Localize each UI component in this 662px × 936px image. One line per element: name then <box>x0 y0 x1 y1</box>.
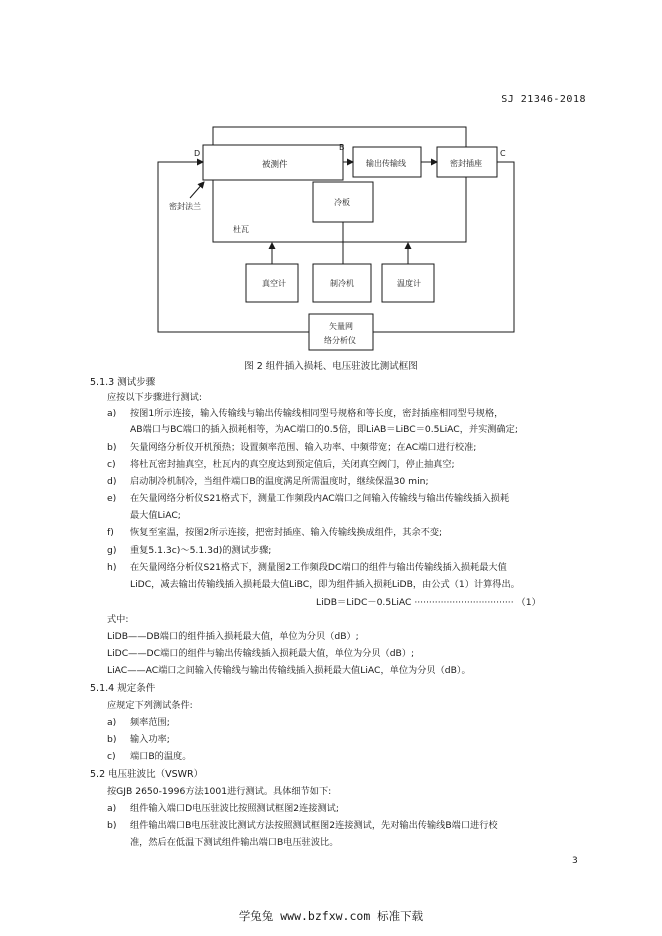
section-5-1-4-heading: 5.1.4 规定条件 <box>90 683 156 694</box>
where-item-3: LiAC——AC端口之间输入传输线与输出传输线插入损耗最大值LiAC，单位为分贝（dB）。 <box>107 665 471 676</box>
step-a-line1: 按图1所示连接，输入传输线与输出传输线相同型号规格和等长度，密封插座相同型号规格， <box>130 408 504 419</box>
dut-label: 被测件 <box>262 160 288 170</box>
where-item-1: LiDB——DB端口的组件插入损耗最大值，单位为分贝（dB）; <box>107 631 359 642</box>
step-d: 启动制冷机制冷，当组件端口B的温度满足所需温度时，继续保温30 min; <box>130 476 429 487</box>
item-label: c) <box>107 459 116 470</box>
item-label: a) <box>107 717 117 728</box>
item-label: g) <box>107 545 117 556</box>
thermometer-label: 温度计 <box>397 279 421 288</box>
figure-caption: 图 2 组件插入损耗、电压驻波比测试框图 <box>244 361 418 372</box>
step-e-line2: 最大值LiAC; <box>130 510 181 521</box>
vswr-b-line2: 准，然后在低温下测试组件输出端口B电压驻波比。 <box>130 837 339 848</box>
condition-a: 频率范围; <box>130 717 170 728</box>
step-e-line1: 在矢量网络分析仪S21格式下，测量工作频段内AC端口之间输入传输线与输出传输线插入损耗 <box>130 493 510 504</box>
where-item-2: LiDC——DC端口的组件与输出传输线插入损耗最大值，单位为分贝（dB）; <box>107 648 415 659</box>
refrigerator-label: 制冷机 <box>330 279 354 288</box>
seal-socket-label: 密封插座 <box>450 159 482 168</box>
formula-1: LiDB＝LiDC－0.5LiAC ·································· （1） <box>316 597 541 608</box>
item-label: d) <box>107 476 117 487</box>
page-number: 3 <box>572 856 578 866</box>
item-label: b) <box>107 820 117 831</box>
section-5-1-3-heading: 5.1.3 测试步骤 <box>90 377 156 388</box>
seal-flange-label: 密封法兰 <box>169 202 201 211</box>
vacuum-gauge-label: 真空计 <box>262 279 286 288</box>
step-g: 重复5.1.3c)～5.1.3d)的测试步骤; <box>130 545 272 556</box>
vswr-b-line1: 组件输出端口B电压驻波比测试方法按照测试框图2连接测试，先对输出传输线B端口进行校 <box>130 820 498 831</box>
item-label: h) <box>107 562 117 573</box>
condition-c: 端口B的温度。 <box>130 751 192 762</box>
standard-number: SJ 21346-2018 <box>501 94 586 105</box>
step-a-line2: AB端口与BC端口的插入损耗相等，为AC端口的0.5倍，即LiAB＝LiBC＝0.5LiAC，并实测确定; <box>130 424 518 435</box>
step-c: 将杜瓦密封抽真空，杜瓦内的真空度达到预定值后，关闭真空阀门，停止抽真空; <box>130 459 455 470</box>
where-label: 式中: <box>107 614 129 625</box>
item-label: a) <box>107 408 117 419</box>
port-b-label: B <box>339 143 345 152</box>
step-f: 恢复至室温，按图2所示连接，把密封插座、输入传输线换成组件，其余不变; <box>130 527 443 538</box>
item-label: e) <box>107 493 117 504</box>
vswr-a: 组件输入端口D电压驻波比按照测试框图2连接测试; <box>130 803 339 814</box>
item-label: a) <box>107 803 117 814</box>
cold-plate-label: 冷板 <box>334 198 350 207</box>
output-line-label: 输出传输线 <box>366 159 406 168</box>
item-label: c) <box>107 751 116 762</box>
step-h-line1: 在矢量网络分析仪S21格式下，测量图2工作频段DC端口的组件与输出传输线插入损耗最大值 <box>130 562 507 573</box>
item-label: b) <box>107 442 117 453</box>
condition-b: 输入功率; <box>130 734 170 745</box>
section-5-2-heading: 5.2 电压驻波比（VSWR） <box>90 769 204 780</box>
step-h-line2: LiDC，减去输出传输线插入损耗最大值LiBC，即为组件插入损耗LiDB，由公式（1）计算得出。 <box>130 579 520 590</box>
test-block-diagram <box>0 0 662 360</box>
vna-label-line1: 矢量网 <box>329 322 353 331</box>
section-5-2-intro: 按GJB 2650-1996方法1001进行测试。具体细节如下: <box>107 786 332 797</box>
section-5-1-4-intro: 应规定下列测试条件: <box>107 700 193 711</box>
step-b: 矢量网络分析仪开机预热；设置频率范围、输入功率、中频带宽；在AC端口进行校准; <box>130 442 477 453</box>
port-c-label: C <box>500 149 506 158</box>
section-5-1-3-intro: 应按以下步骤进行测试: <box>107 392 202 403</box>
dewar-label: 杜瓦 <box>233 225 249 234</box>
item-label: b) <box>107 734 117 745</box>
item-label: f) <box>107 527 114 538</box>
site-footer: 学兔兔 www.bzfxw.com 标准下载 <box>238 909 424 923</box>
port-d-label: D <box>194 149 201 158</box>
vna-label-line2: 络分析仪 <box>324 336 356 345</box>
